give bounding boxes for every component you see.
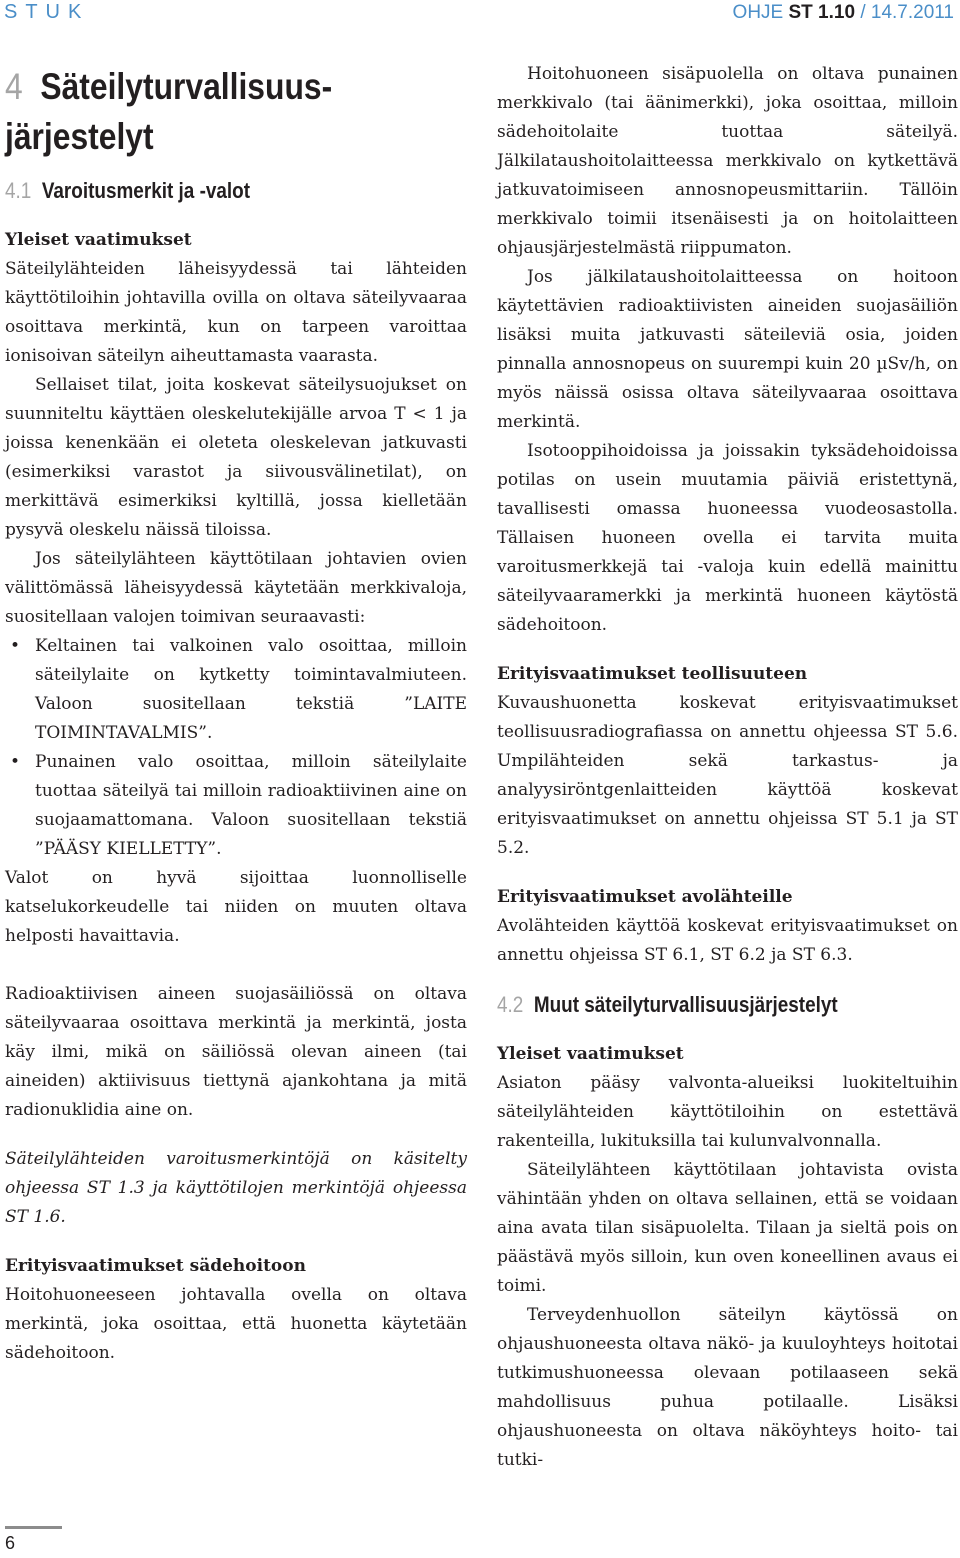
list-item-text: Keltainen tai valkoinen valo osoittaa, milloin säteilylaite on kytketty toimintavalmiuteen. Valoon suositellaan tekstiä ”LAITE TOIMINTAVALMIS”. (35, 636, 467, 743)
subheading-open-sources: Erityisvaatimukset avolähteille (497, 887, 793, 907)
list-item (5, 748, 467, 864)
page-number: 6 (5, 1533, 16, 1553)
paragraph: Sellaiset tilat, joita koskevat säteilysuojukset on suunniteltu käyttäen oleskelutekijälle arvoa T < 1 ja joissa kenenkään ei oleteta oleskelevan jatkuvasti (esimerkiksi varastot ja siivousvälinetilat), on merkittävä esimerkiksi kyltillä, jossa kielletään pysyvä oleskelu näissä tiloissa. (5, 375, 467, 540)
list-item-text: Punainen valo osoittaa, milloin säteilylaite tuottaa säteilyä tai milloin radioaktiivinen aine on suojaamattomana. Valoon suositellaan tekstiä ”PÄÄSY KIELLETTY”. (35, 752, 467, 859)
paragraph: Kuvaushuonetta koskevat erityisvaatimukset teollisuusradiografiassa on annettu ohjeessa ST 5.6. Umpilähteiden sekä tarkastus- ja analyysiröntgenlaitteiden käyttöä koskevat erityisvaatimukset on annettu ohjeissa ST 5.1 ja ST 5.2. (497, 693, 958, 858)
paragraph: Säteilylähteiden läheisyydessä tai lähteiden käyttötiloihin johtavilla ovilla on oltava säteilyvaaraa osoittava merkintä, kun on tarpeen varoittaa ionisoivan säteilyn aiheuttamasta vaarasta. (5, 259, 467, 366)
bullet-icon: • (10, 636, 21, 656)
org-name: STUK (4, 1, 90, 23)
guide-reference (733, 2, 954, 24)
subheading-radiotherapy: Erityisvaatimukset sädehoitoon (5, 1256, 306, 1276)
paragraph: Hoitohuoneeseen johtavalla ovella on oltava merkintä, joka osoittaa, että huonetta käytetään sädehoitoon. (5, 1285, 467, 1363)
paragraph: Radioaktiivisen aineen suojasäiliössä on oltava säteilyvaaraa osoittava merkintä ja merkintä, josta käy ilmi, mikä on säiliössä olevan aineen (tai aineiden) aktiivisuus tiettynä ajankohtana ja mitä radionuklidia aine on. (5, 984, 467, 1120)
section-number: 4.1 (5, 178, 32, 203)
subheading-industry: Erityisvaatimukset teollisuuteen (497, 664, 808, 684)
section-title-text: Varoitusmerkit ja -valot (41, 178, 251, 203)
chapter-title-line2: järjestelyt (5, 116, 154, 157)
guide-code: ST 1.10 (788, 2, 856, 23)
paragraph: Jos jälkilataushoitolaitteessa on hoitoon käytettävien radioaktiivisten aineiden suojasäiliön lisäksi muita jatkuvasti säteileviä osia, joiden pinnalla annosnopeus on suurempi kuin 20 µSv/h, on myös näissä osissa oltava säteilyvaaraa osoittava merkintä. (497, 267, 958, 432)
list-item (5, 632, 467, 748)
chapter-title-line1: Säteilyturvallisuus- (40, 66, 333, 107)
paragraph: Jos säteilylähteen käyttötilaan johtavien ovien välittömässä läheisyydessä käytetään merkkivaloja, suositellaan valojen toimivan seuraavasti: (5, 549, 467, 627)
section-number: 4.2 (497, 992, 524, 1017)
paragraph: Isotooppihoidoissa ja joissakin tyksädehoidoissa potilas on usein muutamia päiviä eristettynä, tavallisesti omassa huoneessa vuodeosastolla. Tällaisen huoneen ovella ei tarvita muita varoitusmerkkejä tai -valoja kuin edellä mainittu säteilyvaaramerkki ja merkintä huoneen käytöstä sädehoitoon. (497, 441, 958, 635)
paragraph: Terveydenhuollon säteilyn käytössä on ohjaushuoneesta oltava näkö- ja kuuloyhteys hoitotai tutkimushuoneessa olevaan potilaaseen sekä mahdollisuus puhua potilaalle. Lisäksi ohjaushuoneesta on oltava näköyhteys hoito- tai tutki- (497, 1305, 958, 1470)
footer-rule (5, 1526, 62, 1529)
section-title-text: Muut säteilyturvallisuusjärjestelyt (533, 992, 838, 1017)
bullet-list (5, 632, 467, 864)
section-title-4-1 (5, 176, 402, 206)
page-header (0, 0, 960, 26)
bullet-icon: • (10, 752, 21, 772)
guide-date: / 14.7.2011 (855, 2, 954, 23)
italic-note: Säteilylähteiden varoitusmerkintöjä on käsitelty ohjeessa ST 1.3 ja käyttötilojen merkintöjä ohjeessa ST 1.6. (5, 1149, 467, 1227)
subheading-general-requirements: Yleiset vaatimukset (5, 230, 192, 250)
chapter-title (5, 62, 402, 162)
paragraph: Säteilylähteen käyttötilaan johtavista ovista vähintään yhden on oltava sellainen, että se voidaan aina avata tilan sisäpuolelta. Tilaan ja sieltä pois on päästävä myös silloin, kun oven koneellinen avaus ei toimi. (497, 1160, 958, 1296)
paragraph: Asiaton pääsy valvonta-alueiksi luokiteltuihin säteilylähteiden käyttötiloihin on estettävä rakenteilla, lukituksilla tai kulunvalvonnalla. (497, 1073, 958, 1151)
section-title-4-2 (497, 990, 893, 1020)
chapter-number: 4 (5, 66, 23, 107)
subheading-general-requirements: Yleiset vaatimukset (497, 1044, 684, 1064)
paragraph: Valot on hyvä sijoittaa luonnolliselle katselukorkeudelle tai niiden on muuten oltava helposti havaittavia. (5, 868, 467, 946)
paragraph: Hoitohuoneen sisäpuolella on oltava punainen merkkivalo (tai äänimerkki), joka osoittaa, milloin sädehoitolaite tuottaa säteilyä. Jälkilataushoitolaitteessa merkkivalo on kytkettävä jatkuvatoimiseen annosnopeusmittariin. Tällöin merkkivalo toimii itsenäisesti ja on hoitolaitteen ohjausjärjestelmästä riippumaton. (497, 64, 958, 258)
right-column (497, 60, 958, 1475)
guide-prefix: OHJE (732, 2, 789, 23)
paragraph: Avolähteiden käyttöä koskevat erityisvaatimukset on annettu ohjeissa ST 6.1, ST 6.2 ja ST 6.3. (497, 916, 958, 965)
left-column (5, 60, 467, 1368)
